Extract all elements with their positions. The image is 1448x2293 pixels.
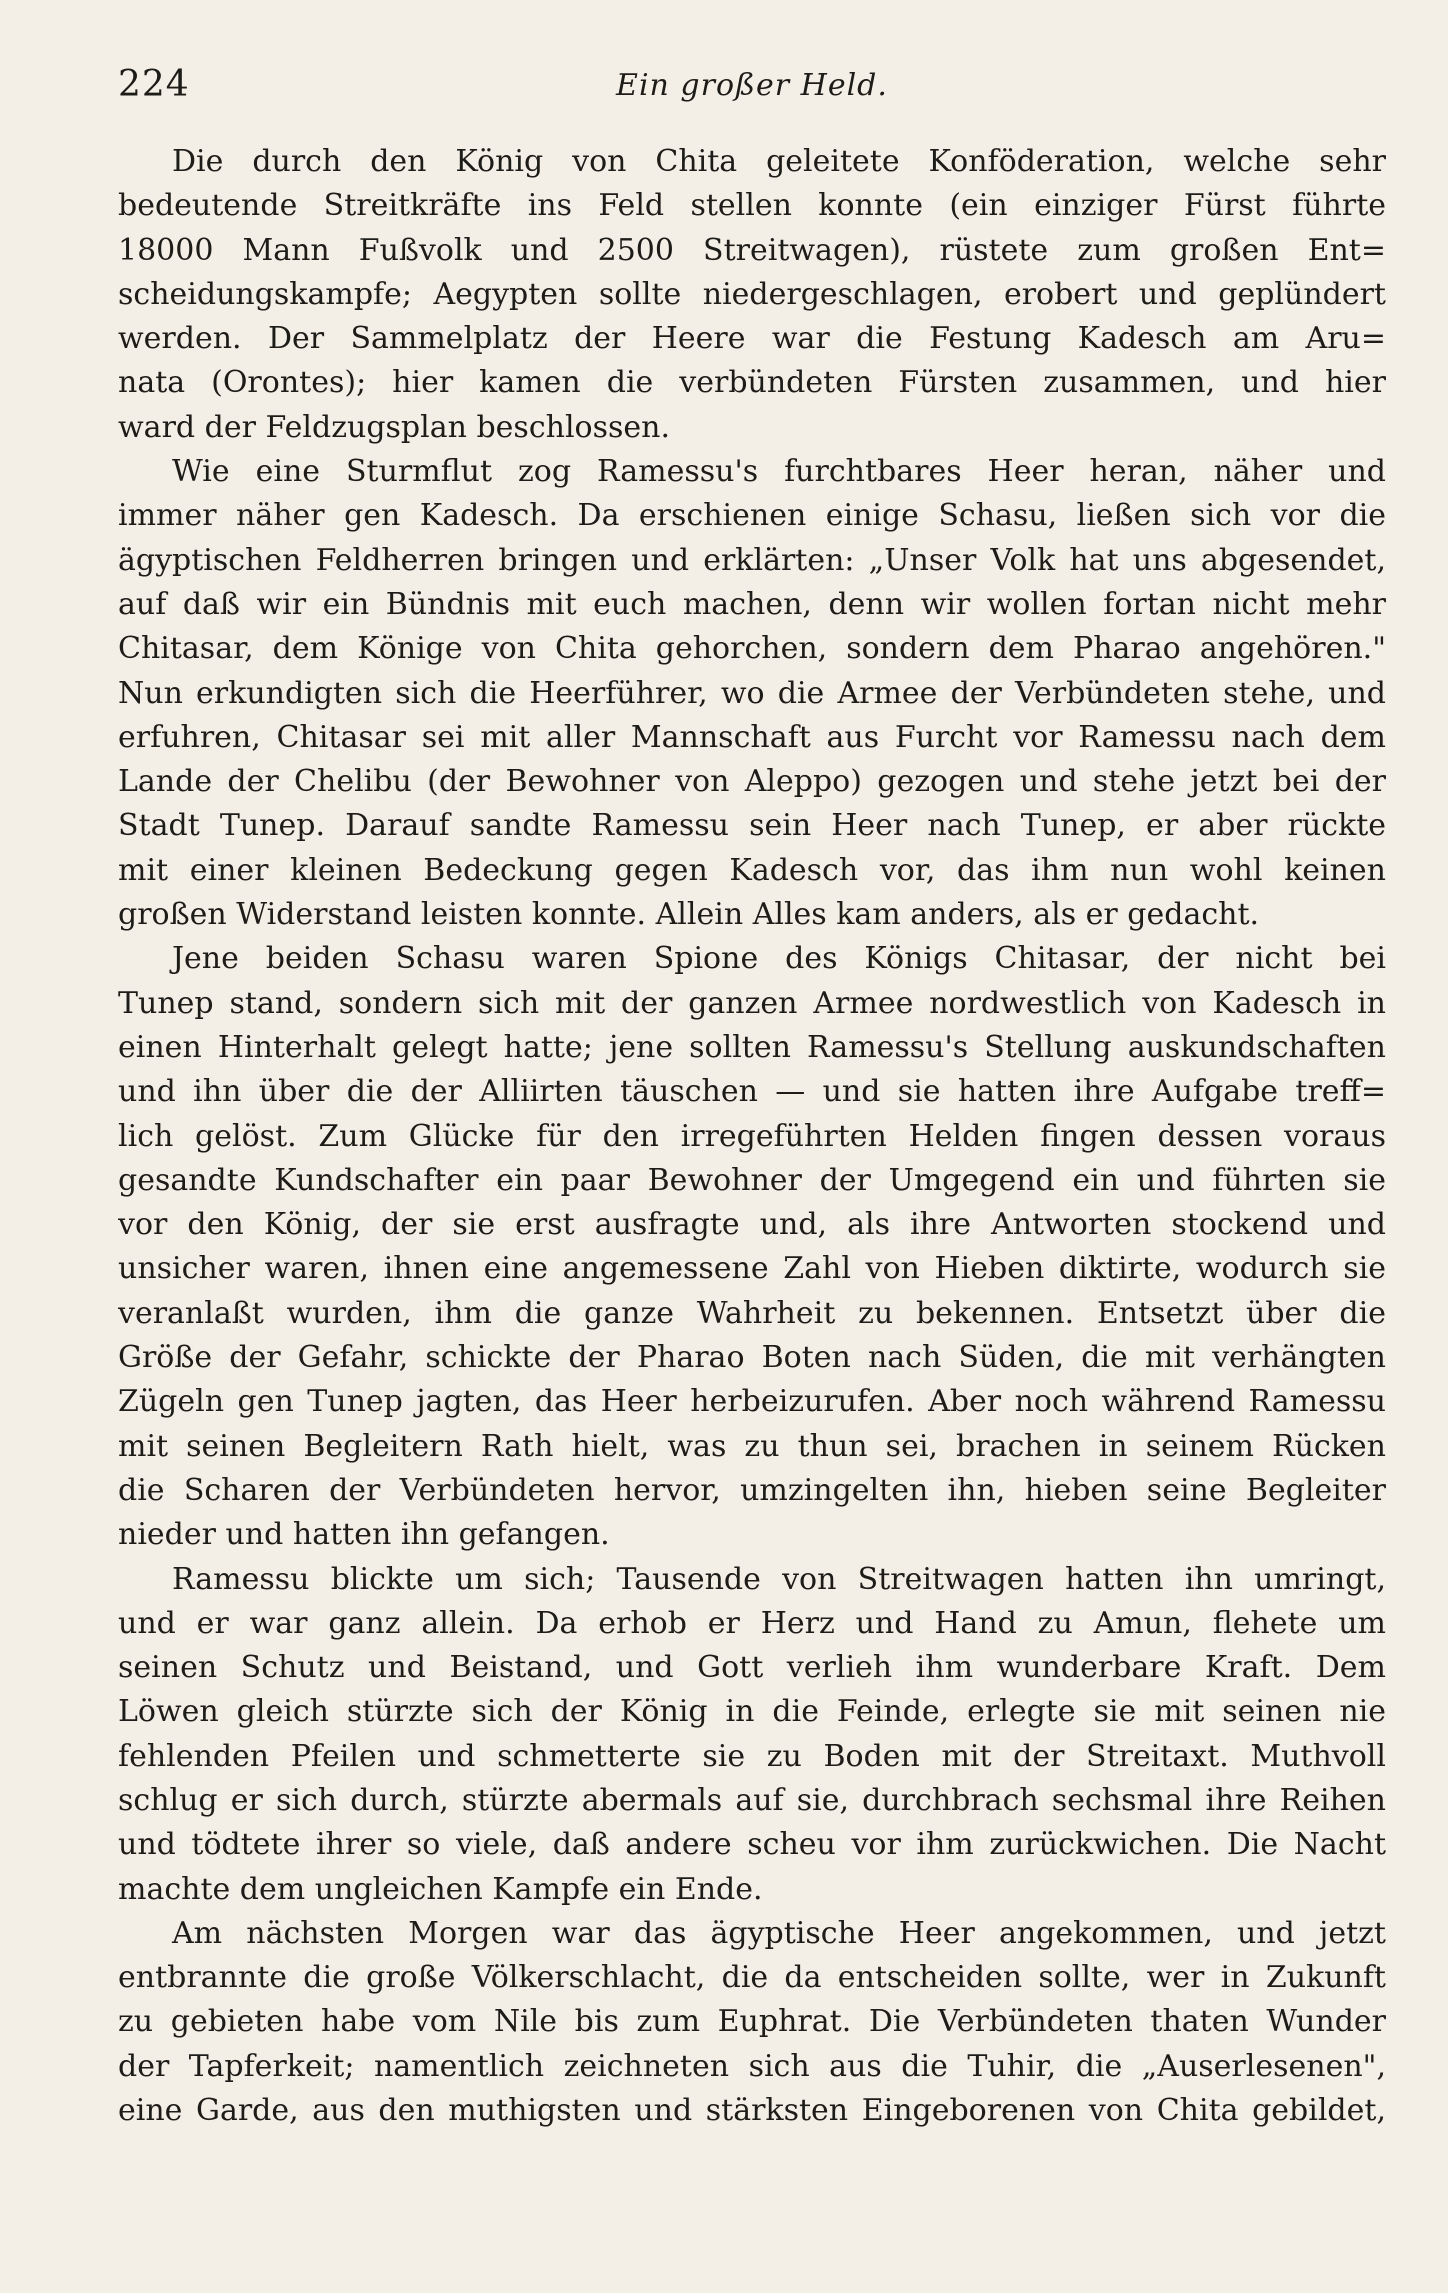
text-line: Zügeln gen Tunep jagten, das Heer herbeizurufen. Aber noch während Ramessu [118, 1384, 1386, 1420]
page-number: 224 [118, 64, 190, 105]
text-line: großen Widerstand leisten konnte. Allein Alles kam anders, als er gedacht. [118, 897, 1260, 933]
text-line: Lande der Chelibu (der Bewohner von Aleppo) gezogen und stehe jetzt bei der [118, 764, 1386, 800]
body-text [118, 140, 1386, 2133]
text-line: fehlenden Pfeilen und schmetterte sie zu Boden mit der Streitaxt. Muthvoll [118, 1738, 1386, 1774]
text-line: einen Hinterhalt gelegt hatte; jene sollten Ramessu's Stellung auskundschaften [118, 1029, 1386, 1065]
text-line: vor den König, der sie erst ausfragte und, als ihre Antworten stockend und [118, 1207, 1386, 1243]
text-line: und tödtete ihrer so viele, daß andere scheu vor ihm zurückwichen. Die Nacht [118, 1827, 1386, 1863]
text-line: Tunep stand, sondern sich mit der ganzen Armee nordwestlich von Kadesch in [118, 985, 1386, 1021]
text-line: Nun erkundigten sich die Heerführer, wo die Armee der Verbündeten stehe, und [118, 675, 1386, 711]
text-line: immer näher gen Kadesch. Da erschienen einige Schasu, ließen sich vor die [118, 498, 1386, 534]
text-line: auf daß wir ein Bündnis mit euch machen, denn wir wollen fortan nicht mehr [118, 586, 1386, 622]
text-line: bedeutende Streitkräfte ins Feld stellen konnte (ein einziger Fürst führte [118, 188, 1386, 224]
text-line: Ramessu blickte um sich; Tausende von Streitwagen hatten ihn umringt, [172, 1561, 1386, 1597]
text-line: erfuhren, Chitasar sei mit aller Mannschaft aus Furcht vor Ramessu nach dem [118, 719, 1386, 755]
text-line: nieder und hatten ihn gefangen. [118, 1517, 610, 1553]
text-line: seinen Schutz und Beistand, und Gott verlieh ihm wunderbare Kraft. Dem [118, 1650, 1386, 1686]
text-line: Löwen gleich stürzte sich der König in die Feinde, erlegte sie mit seinen nie [118, 1694, 1386, 1730]
text-line: Wie eine Sturmflut zog Ramessu's furchtbares Heer heran, näher und [172, 454, 1386, 490]
text-line: werden. Der Sammelplatz der Heere war die Festung Kadesch am Aru= [118, 321, 1386, 357]
text-line: ward der Feldzugsplan beschlossen. [118, 409, 671, 445]
text-line: entbrannte die große Völkerschlacht, die da entscheiden sollte, wer in Zukunft [118, 1960, 1386, 1996]
text-line: Größe der Gefahr, schickte der Pharao Boten nach Süden, die mit verhängten [118, 1340, 1386, 1376]
text-line: unsicher waren, ihnen eine angemessene Zahl von Hieben diktirte, wodurch sie [118, 1251, 1386, 1287]
text-line: lich gelöst. Zum Glücke für den irregeführten Helden fingen dessen voraus [118, 1118, 1386, 1154]
text-line: veranlaßt wurden, ihm die ganze Wahrheit zu bekennen. Entsetzt über die [118, 1295, 1386, 1331]
text-line: Jene beiden Schasu waren Spione des Königs Chitasar, der nicht bei [172, 941, 1386, 977]
text-line: scheidungskampfe; Aegypten sollte niedergeschlagen, erobert und geplündert [118, 276, 1386, 312]
text-line: eine Garde, aus den muthigsten und stärksten Eingeborenen von Chita gebildet, [118, 2093, 1386, 2129]
text-line: und ihn über die der Alliirten täuschen — und sie hatten ihre Aufgabe treff= [118, 1074, 1386, 1110]
text-line: zu gebieten habe vom Nile bis zum Euphrat. Die Verbündeten thaten Wunder [118, 2004, 1386, 2040]
text-line: der Tapferkeit; namentlich zeichneten sich aus die Tuhir, die „Auserlesenen", [118, 2048, 1386, 2084]
text-line: und er war ganz allein. Da erhob er Herz und Hand zu Amun, flehete um [118, 1605, 1386, 1641]
text-line: Chitasar, dem Könige von Chita gehorchen, sondern dem Pharao angehören." [118, 631, 1386, 667]
text-line: machte dem ungleichen Kampfe ein Ende. [118, 1871, 763, 1907]
text-line: die Scharen der Verbündeten hervor, umzingelten ihn, hieben seine Begleiter [118, 1472, 1386, 1508]
text-line: ägyptischen Feldherren bringen und erklärten: „Unser Volk hat uns abgesendet, [118, 542, 1386, 578]
text-line: mit einer kleinen Bedeckung gegen Kadesch vor, das ihm nun wohl keinen [118, 852, 1386, 888]
running-title: Ein großer Held. [616, 68, 888, 103]
text-line: nata (Orontes); hier kamen die verbündeten Fürsten zusammen, und hier [118, 365, 1386, 401]
text-line: gesandte Kundschafter ein paar Bewohner der Umgegend ein und führten sie [118, 1162, 1386, 1198]
text-line: schlug er sich durch, stürzte abermals auf sie, durchbrach sechsmal ihre Reihen [118, 1782, 1386, 1818]
text-line: Am nächsten Morgen war das ägyptische Heer angekommen, und jetzt [172, 1915, 1386, 1951]
text-line: 18000 Mann Fußvolk und 2500 Streitwagen), rüstete zum großen Ent= [118, 232, 1386, 268]
text-line: mit seinen Begleitern Rath hielt, was zu thun sei, brachen in seinem Rücken [118, 1428, 1386, 1464]
text-line: Stadt Tunep. Darauf sandte Ramessu sein Heer nach Tunep, er aber rückte [118, 808, 1386, 844]
running-head [118, 64, 1386, 114]
text-line: Die durch den König von Chita geleitete Konföderation, welche sehr [172, 144, 1386, 179]
